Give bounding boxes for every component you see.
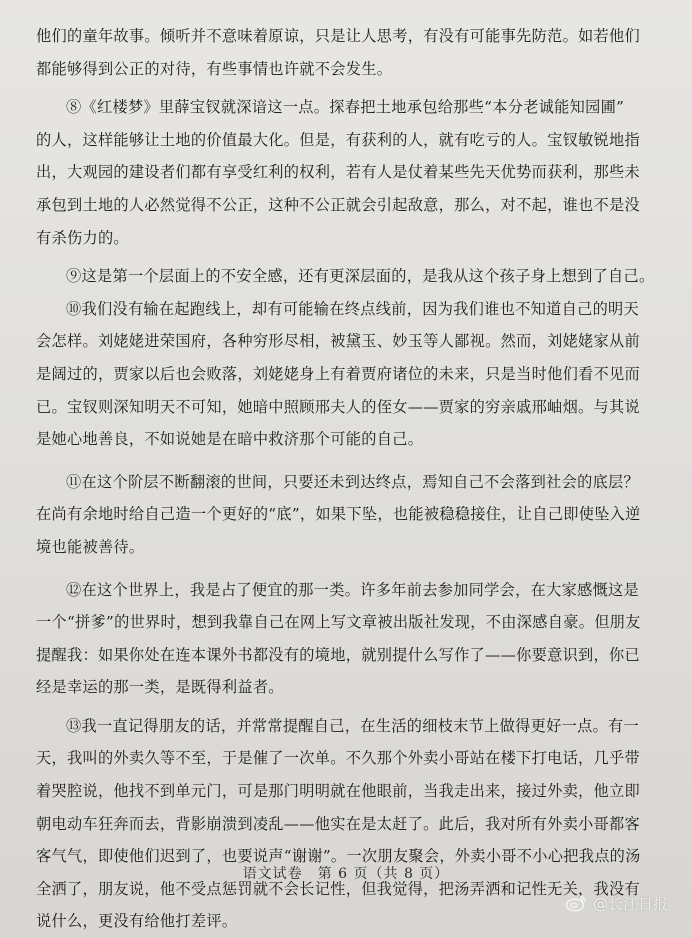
weibo-icon — [565, 894, 587, 912]
watermark-text: @长江日报 — [592, 894, 668, 913]
text-line: 的人，这样能够让土地的价值最大化。但是，有获利的人，就有吃亏的人。宝钗敏锐地指 — [36, 130, 641, 149]
text-line: 说什么，更没有给他打差评。 — [36, 912, 238, 931]
paragraph-9: ⑨这是第一个层面上的不安全感，还有更深层面的，是我从这个孩子身上想到了自己。 — [66, 267, 655, 286]
text-line: 会怎样。刘姥姥进荣国府，各种穷形尽相，被黛玉、妙玉等人鄙视。然而，刘姥姥家从前 — [36, 332, 641, 351]
paragraph-10-start: ⑩我们没有输在起跑线上，却有可能输在终点线前，因为我们谁也不知道自己的明天 — [66, 299, 640, 318]
text-line: 承包到土地的人必然觉得不公正，这种不公正就会引起敌意，那么，对不起，谁也不是没 — [36, 195, 641, 214]
text-line: 提醒我：如果你处在连本课外书都没有的境地，就别提什么写作了——你要意识到，你已 — [36, 645, 641, 664]
text-line: 他们的童年故事。倾听并不意味着原谅，只是让人思考，有没有可能事先防范。如若他们 — [36, 27, 641, 45]
text-line: 经是幸运的那一类，是既得利益者。 — [36, 678, 284, 697]
text-line: 在尚有余地时给自己造一个更好的“底”，如果下坠，也能被稳稳接住，让自己即使坠入逆 — [36, 505, 641, 524]
text-line: 客气气，即使他们迟到了，也要说声“谢谢”。一次朋友聚会，外卖小哥不小心把我点的汤 — [36, 847, 641, 866]
paragraph-11-start: ⑪在这个阶层不断翻滚的世间，只要还未到达终点，焉知自己不会落到社会的底层？ — [66, 472, 640, 491]
text-line: 已。宝钗则深知明天不可知，她暗中照顾邢夫人的侄女——贾家的穷亲戚邢岫烟。与其说 — [36, 397, 641, 416]
text-line: 是她心地善良，不如说她是在暗中救济那个可能的自己。 — [36, 430, 424, 449]
watermark — [565, 892, 668, 914]
text-line: 都能够得到公正的对待，有些事情也许就不会发生。 — [36, 59, 393, 78]
text-line: 是阔过的，贾家以后也会败落，刘姥姥身上有着贾府诸位的未来，只是当时他们看不见而 — [36, 364, 641, 383]
text-line: 天，我叫的外卖久等不至，于是催了一次单。不久那个外卖小哥站在楼下打电话，几乎带 — [36, 749, 641, 768]
page-footer: 语文试卷 第 6 页（共 8 页） — [242, 866, 450, 882]
text-line: 出，大观园的建设者们都有享受红利的权利，若有人是仗着某些先天优势而获利，那些未 — [36, 163, 641, 182]
text-line: 朝电动车狂奔而去，背影崩溃到凌乱——他实在是太赶了。此后，我对所有外卖小哥都客 — [36, 814, 641, 833]
text-line: 着哭腔说，他找不到单元门，可是那门明明就在他眼前，当我走出来，接过外卖，他立即 — [36, 782, 641, 801]
text-line: 一个“拼爹”的世界时，想到我靠自己在网上写文章被出版社发现，不由深感自豪。但朋友 — [36, 613, 641, 632]
text-line: 境也能被善待。 — [36, 537, 145, 556]
text-line: 全洒了，朋友说，他不受点惩罚就不会长记性，但我觉得，把汤弄洒和记性无关，我没有 — [36, 879, 641, 898]
paragraph-12-start: ⑫在这个世界上，我是占了便宜的那一类。许多年前去参加同学会，在大家感慨这是 — [66, 580, 640, 599]
text-line: 有杀伤力的。 — [36, 228, 129, 247]
paragraph-8-start: ⑧《红楼梦》里薛宝钗就深谙这一点。探春把土地承包给那些“本分老诚能知园圃” — [66, 98, 625, 117]
essay-text — [36, 20, 660, 938]
paragraph-13-start: ⑬我一直记得朋友的话，并常常提醒自己，在生活的细枝末节上做得更好一点。有一 — [66, 716, 640, 735]
